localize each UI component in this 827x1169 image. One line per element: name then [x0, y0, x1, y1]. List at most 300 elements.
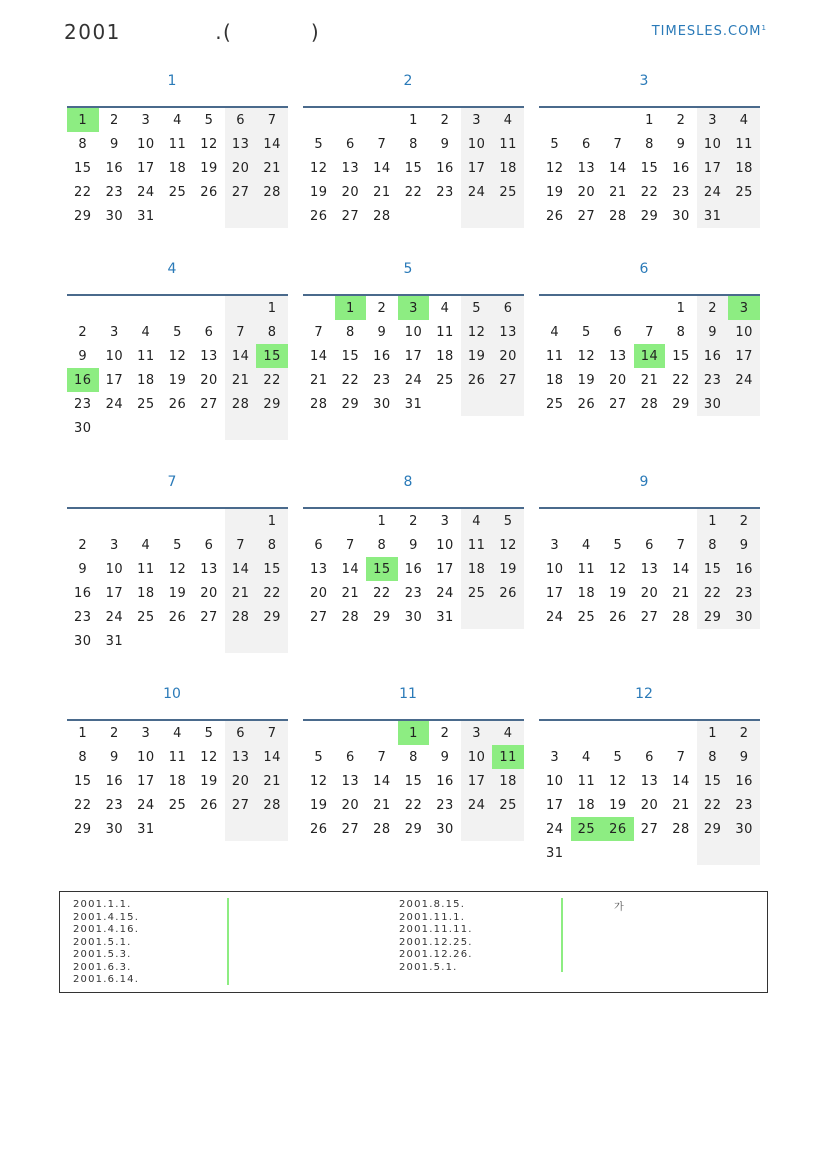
day-cell[interactable]: 17: [461, 156, 493, 180]
day-cell[interactable]: 3: [461, 721, 493, 745]
day-cell[interactable]: 29: [697, 605, 729, 629]
day-cell[interactable]: 15: [697, 769, 729, 793]
day-cell[interactable]: 30: [697, 392, 729, 416]
day-cell[interactable]: 22: [256, 368, 288, 392]
day-cell[interactable]: 26: [310, 208, 328, 224]
day-cell[interactable]: 9: [409, 537, 418, 553]
day-cell[interactable]: 10: [461, 745, 493, 769]
day-cell[interactable]: 13: [200, 561, 218, 577]
day-cell[interactable]: 1: [398, 721, 430, 745]
day-cell[interactable]: 11: [546, 348, 564, 364]
day-cell[interactable]: 15: [74, 160, 92, 176]
day-cell[interactable]: 19: [609, 797, 627, 813]
day-cell[interactable]: 1: [67, 108, 99, 132]
day-cell[interactable]: 29: [74, 821, 92, 837]
day-cell[interactable]: 22: [74, 184, 92, 200]
day-cell[interactable]: 24: [728, 368, 760, 392]
day-cell[interactable]: 3: [550, 749, 560, 765]
day-cell[interactable]: 12: [609, 773, 627, 789]
day-cell[interactable]: 12: [200, 136, 218, 152]
day-cell[interactable]: 1: [676, 300, 686, 316]
day-cell[interactable]: 2: [78, 537, 88, 553]
day-cell[interactable]: 9: [109, 749, 119, 765]
day-cell[interactable]: 25: [492, 180, 524, 204]
day-cell[interactable]: 6: [225, 721, 257, 745]
day-cell[interactable]: 18: [168, 160, 187, 176]
day-cell[interactable]: 24: [546, 821, 564, 837]
day-cell[interactable]: 2: [109, 725, 119, 741]
day-cell[interactable]: 31: [546, 845, 564, 861]
day-cell[interactable]: 14: [225, 557, 257, 581]
day-cell[interactable]: 26: [577, 396, 596, 412]
day-cell[interactable]: 18: [546, 372, 564, 388]
day-cell[interactable]: 17: [105, 585, 124, 601]
day-cell[interactable]: 28: [672, 609, 690, 625]
day-cell[interactable]: 24: [137, 184, 155, 200]
day-cell[interactable]: 4: [581, 537, 591, 553]
day-cell[interactable]: 8: [409, 749, 418, 765]
day-cell[interactable]: 12: [546, 160, 564, 176]
day-cell[interactable]: 17: [404, 348, 423, 364]
day-cell[interactable]: 4: [440, 300, 450, 316]
day-cell[interactable]: 2: [409, 513, 418, 529]
day-cell[interactable]: 12: [168, 561, 187, 577]
day-cell[interactable]: 13: [341, 160, 360, 176]
day-cell[interactable]: 25: [137, 609, 155, 625]
day-cell[interactable]: 13: [310, 561, 328, 577]
day-cell[interactable]: 13: [609, 348, 627, 364]
day-cell[interactable]: 17: [728, 344, 760, 368]
day-cell[interactable]: 8: [256, 320, 288, 344]
day-cell[interactable]: 28: [341, 609, 360, 625]
day-cell[interactable]: 10: [546, 561, 564, 577]
day-cell[interactable]: 1: [335, 296, 367, 320]
day-cell[interactable]: 20: [200, 372, 218, 388]
day-cell[interactable]: 5: [204, 112, 214, 128]
day-cell[interactable]: 12: [577, 348, 596, 364]
day-cell[interactable]: 12: [609, 561, 627, 577]
day-cell[interactable]: 27: [341, 208, 360, 224]
day-cell[interactable]: 8: [256, 533, 288, 557]
day-cell[interactable]: 16: [373, 348, 391, 364]
day-cell[interactable]: 19: [577, 372, 596, 388]
day-cell[interactable]: 20: [341, 797, 360, 813]
day-cell[interactable]: 9: [78, 348, 88, 364]
day-cell[interactable]: 21: [225, 581, 257, 605]
day-cell[interactable]: 14: [225, 344, 257, 368]
day-cell[interactable]: 26: [310, 821, 328, 837]
day-cell[interactable]: 20: [577, 184, 596, 200]
day-cell[interactable]: 21: [609, 184, 627, 200]
day-cell[interactable]: 25: [577, 609, 596, 625]
day-cell[interactable]: 23: [436, 184, 454, 200]
day-cell[interactable]: 10: [461, 132, 493, 156]
day-cell[interactable]: 23: [404, 585, 423, 601]
day-cell[interactable]: 25: [137, 396, 155, 412]
day-cell[interactable]: 19: [461, 344, 493, 368]
day-cell[interactable]: 24: [404, 372, 423, 388]
day-cell[interactable]: 23: [74, 396, 92, 412]
day-cell[interactable]: 29: [672, 396, 690, 412]
day-cell[interactable]: 1: [78, 725, 88, 741]
day-cell[interactable]: 13: [200, 348, 218, 364]
day-cell[interactable]: 21: [373, 797, 391, 813]
day-cell[interactable]: 11: [168, 136, 187, 152]
day-cell[interactable]: 7: [256, 721, 288, 745]
day-cell[interactable]: 25: [461, 581, 493, 605]
day-cell[interactable]: 5: [314, 749, 324, 765]
day-cell[interactable]: 18: [492, 769, 524, 793]
day-cell[interactable]: 30: [74, 420, 92, 436]
day-cell[interactable]: 27: [577, 208, 596, 224]
day-cell[interactable]: 28: [225, 392, 257, 416]
day-cell[interactable]: 16: [436, 773, 454, 789]
day-cell[interactable]: 26: [546, 208, 564, 224]
day-cell[interactable]: 18: [492, 156, 524, 180]
day-cell[interactable]: 6: [225, 108, 257, 132]
day-cell[interactable]: 21: [672, 797, 690, 813]
day-cell[interactable]: 18: [137, 585, 155, 601]
day-cell[interactable]: 23: [728, 793, 760, 817]
day-cell[interactable]: 19: [546, 184, 564, 200]
day-cell[interactable]: 14: [373, 160, 391, 176]
day-cell[interactable]: 9: [728, 745, 760, 769]
day-cell[interactable]: 4: [141, 324, 151, 340]
day-cell[interactable]: 14: [609, 160, 627, 176]
day-cell[interactable]: 4: [173, 725, 182, 741]
day-cell[interactable]: 14: [341, 561, 360, 577]
day-cell[interactable]: 18: [137, 372, 155, 388]
day-cell[interactable]: 7: [645, 324, 654, 340]
day-cell[interactable]: 30: [436, 821, 454, 837]
day-cell[interactable]: 9: [440, 749, 450, 765]
day-cell[interactable]: 17: [137, 773, 155, 789]
day-cell[interactable]: 23: [373, 372, 391, 388]
day-cell[interactable]: 29: [373, 609, 391, 625]
day-cell[interactable]: 19: [310, 184, 328, 200]
day-cell[interactable]: 24: [105, 396, 124, 412]
day-cell[interactable]: 5: [461, 296, 493, 320]
day-cell[interactable]: 24: [461, 793, 493, 817]
day-cell[interactable]: 11: [436, 324, 454, 340]
day-cell[interactable]: 16: [74, 585, 92, 601]
day-cell[interactable]: 21: [225, 368, 257, 392]
day-cell[interactable]: 31: [137, 821, 155, 837]
day-cell[interactable]: 30: [74, 633, 92, 649]
day-cell[interactable]: 5: [581, 324, 591, 340]
day-cell[interactable]: 13: [341, 773, 360, 789]
day-cell[interactable]: 5: [613, 537, 623, 553]
day-cell[interactable]: 10: [546, 773, 564, 789]
day-cell[interactable]: 11: [461, 533, 493, 557]
day-cell[interactable]: 3: [109, 537, 119, 553]
day-cell[interactable]: 10: [697, 132, 729, 156]
day-cell[interactable]: 9: [676, 136, 686, 152]
day-cell[interactable]: 11: [577, 773, 596, 789]
day-cell[interactable]: 13: [640, 561, 659, 577]
day-cell[interactable]: 14: [672, 773, 690, 789]
day-cell[interactable]: 23: [436, 797, 454, 813]
day-cell[interactable]: 2: [78, 324, 88, 340]
day-cell[interactable]: 27: [225, 180, 257, 204]
day-cell[interactable]: 3: [440, 513, 450, 529]
day-cell[interactable]: 2: [697, 296, 729, 320]
day-cell[interactable]: 28: [609, 208, 627, 224]
day-cell[interactable]: 4: [461, 509, 493, 533]
day-cell[interactable]: 11: [492, 745, 524, 769]
day-cell[interactable]: 24: [137, 797, 155, 813]
day-cell[interactable]: 25: [168, 184, 187, 200]
day-cell[interactable]: 3: [728, 296, 760, 320]
day-cell[interactable]: 6: [645, 537, 654, 553]
day-cell[interactable]: 30: [105, 821, 124, 837]
day-cell[interactable]: 31: [105, 633, 124, 649]
day-cell[interactable]: 13: [640, 773, 659, 789]
day-cell[interactable]: 29: [404, 821, 423, 837]
day-cell[interactable]: 25: [492, 793, 524, 817]
day-cell[interactable]: 2: [377, 300, 387, 316]
day-cell[interactable]: 30: [728, 817, 760, 841]
day-cell[interactable]: 13: [225, 745, 257, 769]
day-cell[interactable]: 21: [310, 372, 328, 388]
day-cell[interactable]: 7: [377, 136, 387, 152]
day-cell[interactable]: 28: [310, 396, 328, 412]
day-cell[interactable]: 31: [137, 208, 155, 224]
day-cell[interactable]: 31: [436, 609, 454, 625]
day-cell[interactable]: 29: [256, 392, 288, 416]
day-cell[interactable]: 27: [310, 609, 328, 625]
day-cell[interactable]: 19: [200, 773, 218, 789]
day-cell[interactable]: 16: [67, 368, 99, 392]
day-cell[interactable]: 2: [109, 112, 119, 128]
day-cell[interactable]: 12: [168, 348, 187, 364]
day-cell[interactable]: 19: [168, 372, 187, 388]
day-cell[interactable]: 30: [728, 605, 760, 629]
day-cell[interactable]: 5: [550, 136, 560, 152]
day-cell[interactable]: 18: [728, 156, 760, 180]
day-cell[interactable]: 31: [697, 204, 729, 228]
day-cell[interactable]: 16: [105, 160, 124, 176]
day-cell[interactable]: 11: [137, 561, 155, 577]
day-cell[interactable]: 17: [546, 797, 564, 813]
day-cell[interactable]: 22: [697, 581, 729, 605]
day-cell[interactable]: 20: [225, 156, 257, 180]
day-cell[interactable]: 15: [672, 348, 690, 364]
day-cell[interactable]: 30: [672, 208, 690, 224]
day-cell[interactable]: 23: [74, 609, 92, 625]
day-cell[interactable]: 7: [676, 749, 686, 765]
day-cell[interactable]: 5: [173, 537, 182, 553]
day-cell[interactable]: 11: [577, 561, 596, 577]
day-cell[interactable]: 26: [200, 797, 218, 813]
day-cell[interactable]: 4: [173, 112, 182, 128]
day-cell[interactable]: 26: [168, 609, 187, 625]
day-cell[interactable]: 20: [640, 797, 659, 813]
day-cell[interactable]: 30: [404, 609, 423, 625]
day-cell[interactable]: 8: [409, 136, 418, 152]
day-cell[interactable]: 9: [697, 320, 729, 344]
day-cell[interactable]: 29: [697, 817, 729, 841]
brand-logo[interactable]: [652, 24, 767, 39]
day-cell[interactable]: 22: [672, 372, 690, 388]
day-cell[interactable]: 17: [546, 585, 564, 601]
day-cell[interactable]: 20: [310, 585, 328, 601]
day-cell[interactable]: 1: [377, 513, 387, 529]
day-cell[interactable]: 26: [200, 184, 218, 200]
day-cell[interactable]: 26: [492, 581, 524, 605]
day-cell[interactable]: 17: [461, 769, 493, 793]
day-cell[interactable]: 13: [225, 132, 257, 156]
day-cell[interactable]: 10: [105, 348, 124, 364]
day-cell[interactable]: 9: [728, 533, 760, 557]
day-cell[interactable]: 20: [609, 372, 627, 388]
day-cell[interactable]: 4: [492, 108, 524, 132]
day-cell[interactable]: 17: [105, 372, 124, 388]
day-cell[interactable]: 9: [109, 136, 119, 152]
day-cell[interactable]: 25: [436, 372, 454, 388]
day-cell[interactable]: 20: [341, 184, 360, 200]
day-cell[interactable]: 16: [404, 561, 423, 577]
day-cell[interactable]: 20: [640, 585, 659, 601]
day-cell[interactable]: 13: [492, 320, 524, 344]
day-cell[interactable]: 22: [341, 372, 360, 388]
day-cell[interactable]: 15: [404, 773, 423, 789]
day-cell[interactable]: 5: [173, 324, 182, 340]
day-cell[interactable]: 28: [373, 208, 391, 224]
day-cell[interactable]: 10: [728, 320, 760, 344]
day-cell[interactable]: 27: [341, 821, 360, 837]
day-cell[interactable]: 15: [74, 773, 92, 789]
day-cell[interactable]: 1: [409, 112, 418, 128]
day-cell[interactable]: 1: [697, 721, 729, 745]
day-cell[interactable]: 12: [461, 320, 493, 344]
day-cell[interactable]: 8: [78, 136, 88, 152]
day-cell[interactable]: 11: [137, 348, 155, 364]
day-cell[interactable]: 27: [225, 793, 257, 817]
day-cell[interactable]: 25: [546, 396, 564, 412]
day-cell[interactable]: 16: [105, 773, 124, 789]
day-cell[interactable]: 6: [492, 296, 524, 320]
day-cell[interactable]: 28: [672, 821, 690, 837]
day-cell[interactable]: 11: [728, 132, 760, 156]
day-cell[interactable]: 2: [676, 112, 686, 128]
day-cell[interactable]: 3: [461, 108, 493, 132]
day-cell[interactable]: 8: [345, 324, 355, 340]
day-cell[interactable]: 14: [373, 773, 391, 789]
day-cell[interactable]: 3: [141, 725, 151, 741]
day-cell[interactable]: 20: [225, 769, 257, 793]
day-cell[interactable]: 14: [256, 132, 288, 156]
day-cell[interactable]: 21: [373, 184, 391, 200]
day-cell[interactable]: 21: [256, 769, 288, 793]
day-cell[interactable]: 3: [550, 537, 560, 553]
day-cell[interactable]: 5: [492, 509, 524, 533]
day-cell[interactable]: 28: [256, 180, 288, 204]
day-cell[interactable]: 7: [225, 320, 257, 344]
day-cell[interactable]: 23: [105, 797, 124, 813]
day-cell[interactable]: 6: [645, 749, 654, 765]
day-cell[interactable]: 10: [137, 136, 155, 152]
day-cell[interactable]: 4: [581, 749, 591, 765]
day-cell[interactable]: 12: [200, 749, 218, 765]
day-cell[interactable]: 15: [256, 344, 288, 368]
day-cell[interactable]: 16: [672, 160, 690, 176]
day-cell[interactable]: 10: [436, 537, 454, 553]
day-cell[interactable]: 19: [200, 160, 218, 176]
day-cell[interactable]: 6: [314, 537, 324, 553]
day-cell[interactable]: 29: [256, 605, 288, 629]
day-cell[interactable]: 19: [310, 797, 328, 813]
day-cell[interactable]: 24: [105, 609, 124, 625]
day-cell[interactable]: 5: [613, 749, 623, 765]
day-cell[interactable]: 2: [728, 721, 760, 745]
day-cell[interactable]: 8: [377, 537, 387, 553]
day-cell[interactable]: 10: [105, 561, 124, 577]
day-cell[interactable]: 4: [141, 537, 151, 553]
day-cell[interactable]: 15: [366, 557, 398, 581]
day-cell[interactable]: 15: [404, 160, 423, 176]
day-cell[interactable]: 4: [550, 324, 560, 340]
day-cell[interactable]: 6: [581, 136, 591, 152]
day-cell[interactable]: 6: [345, 749, 355, 765]
day-cell[interactable]: 6: [204, 324, 214, 340]
day-cell[interactable]: 23: [728, 581, 760, 605]
day-cell[interactable]: 14: [672, 561, 690, 577]
day-cell[interactable]: 10: [137, 749, 155, 765]
day-cell[interactable]: 1: [256, 509, 288, 533]
day-cell[interactable]: 14: [634, 344, 666, 368]
day-cell[interactable]: 22: [404, 797, 423, 813]
day-cell[interactable]: 24: [436, 585, 454, 601]
day-cell[interactable]: 5: [314, 136, 324, 152]
day-cell[interactable]: 17: [137, 160, 155, 176]
day-cell[interactable]: 24: [697, 180, 729, 204]
day-cell[interactable]: 24: [461, 180, 493, 204]
day-cell[interactable]: 3: [141, 112, 151, 128]
day-cell[interactable]: 9: [78, 561, 88, 577]
day-cell[interactable]: 7: [676, 537, 686, 553]
day-cell[interactable]: 15: [256, 557, 288, 581]
day-cell[interactable]: 9: [440, 136, 450, 152]
day-cell[interactable]: 11: [168, 749, 187, 765]
day-cell[interactable]: 29: [74, 208, 92, 224]
day-cell[interactable]: 22: [373, 585, 391, 601]
day-cell[interactable]: 6: [345, 136, 355, 152]
day-cell[interactable]: 15: [341, 348, 360, 364]
day-cell[interactable]: 29: [640, 208, 659, 224]
day-cell[interactable]: 26: [461, 368, 493, 392]
day-cell[interactable]: 21: [256, 156, 288, 180]
day-cell[interactable]: 27: [640, 821, 659, 837]
day-cell[interactable]: 18: [577, 797, 596, 813]
day-cell[interactable]: 23: [105, 184, 124, 200]
day-cell[interactable]: 26: [602, 817, 634, 841]
day-cell[interactable]: 30: [105, 208, 124, 224]
day-cell[interactable]: 4: [728, 108, 760, 132]
day-cell[interactable]: 29: [341, 396, 360, 412]
day-cell[interactable]: 1: [697, 509, 729, 533]
day-cell[interactable]: 18: [436, 348, 454, 364]
day-cell[interactable]: 18: [461, 557, 493, 581]
day-cell[interactable]: 19: [168, 585, 187, 601]
day-cell[interactable]: 5: [204, 725, 214, 741]
day-cell[interactable]: 2: [728, 509, 760, 533]
day-cell[interactable]: 16: [728, 557, 760, 581]
day-cell[interactable]: 3: [697, 108, 729, 132]
day-cell[interactable]: 22: [697, 793, 729, 817]
day-cell[interactable]: 25: [168, 797, 187, 813]
day-cell[interactable]: 8: [697, 745, 729, 769]
